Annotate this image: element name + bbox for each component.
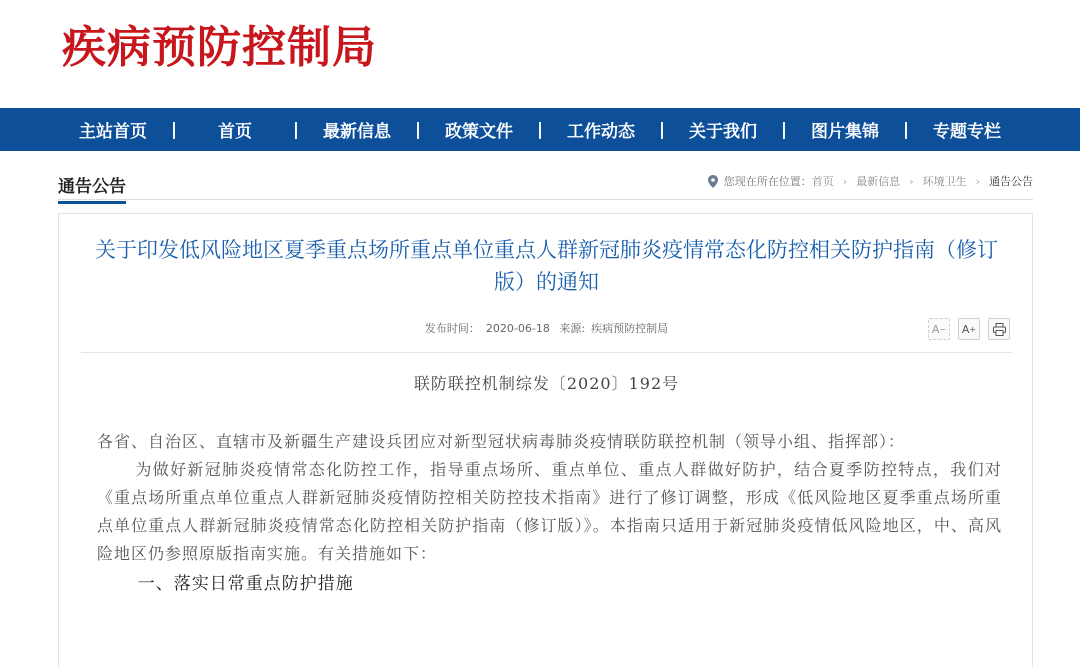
plus-icon: + bbox=[969, 324, 977, 334]
site-title[interactable]: 疾病预防控制局 bbox=[62, 22, 377, 73]
nav-item-main-home[interactable]: 主站首页 bbox=[79, 122, 147, 142]
breadcrumb-home[interactable]: 首页 bbox=[811, 175, 834, 188]
chevron-right-icon: › bbox=[909, 174, 914, 188]
article-body bbox=[97, 428, 1002, 598]
source-label: 来源: bbox=[559, 322, 586, 335]
nav-item-work-news[interactable]: 工作动态 bbox=[567, 122, 635, 142]
article-title: 关于印发低风险地区夏季重点场所重点单位重点人群新冠肺炎疫情常态化防控相关防护指南（修订版）的通知 bbox=[95, 238, 998, 294]
location-pin-icon bbox=[708, 175, 718, 188]
nav-item-policy[interactable]: 政策文件 bbox=[445, 122, 513, 142]
section-divider bbox=[58, 199, 1033, 200]
chevron-right-icon: › bbox=[842, 174, 848, 188]
nav-item-special[interactable]: 专题专栏 bbox=[933, 122, 1001, 142]
font-decrease-button[interactable]: A − bbox=[928, 318, 950, 340]
salutation: 各省、自治区、直辖市及新疆生产建设兵团应对新型冠状病毒肺炎疫情联防联控机制（领导小组、指挥部）： bbox=[97, 432, 906, 451]
section-title: 通告公告 bbox=[58, 175, 126, 204]
nav-separator: | bbox=[902, 119, 910, 140]
source-name: 疾病预防控制局 bbox=[591, 322, 669, 335]
nav-item-latest[interactable]: 最新信息 bbox=[323, 122, 391, 142]
nav-separator: | bbox=[780, 119, 788, 140]
main-nav bbox=[0, 108, 1080, 151]
chevron-right-icon: › bbox=[975, 174, 980, 188]
breadcrumb-prefix: 您现在所在位置： bbox=[723, 175, 812, 188]
publish-date: 2020-06-18 bbox=[485, 322, 550, 335]
breadcrumb-current: 通告公告 bbox=[989, 175, 1033, 188]
site-header bbox=[0, 0, 1080, 108]
article-tools bbox=[928, 318, 1010, 340]
nav-separator: | bbox=[170, 119, 178, 140]
publish-label: 发布时间： bbox=[424, 322, 480, 335]
meta-divider bbox=[81, 352, 1012, 353]
nav-item-about[interactable]: 关于我们 bbox=[689, 122, 757, 142]
print-icon bbox=[993, 323, 1006, 336]
breadcrumb bbox=[708, 173, 1033, 189]
nav-item-gallery[interactable]: 图片集锦 bbox=[811, 122, 879, 142]
breadcrumb-environment[interactable]: 环境卫生 bbox=[922, 175, 967, 188]
section-heading: 一、落实日常重点防护措施 bbox=[137, 574, 354, 594]
minus-icon: − bbox=[939, 324, 947, 334]
body-paragraph: 为做好新冠肺炎疫情常态化防控工作，指导重点场所、重点单位、重点人群做好防护，结合夏季防控特点，我们对《重点场所重点单位重点人群新冠肺炎疫情防控相关防控技术指南》进行了修订调整，形成《低风险地区夏季重点场所重点单位重点人群新冠肺炎疫情常态化防控相关防护指南（修订版）》。本指南只适用于新冠肺炎疫情低风险地区，中、高风险地区仍参照原版指南实施。有关措施如下： bbox=[97, 460, 1002, 563]
nav-separator: | bbox=[536, 119, 544, 140]
document-number: 联防联控机制综发〔2020〕192号 bbox=[413, 374, 680, 393]
breadcrumb-latest[interactable]: 最新信息 bbox=[856, 175, 901, 188]
article-container bbox=[58, 213, 1033, 667]
nav-separator: | bbox=[292, 119, 300, 140]
font-increase-button[interactable]: A + bbox=[958, 318, 980, 340]
nav-separator: | bbox=[658, 119, 666, 140]
article-meta bbox=[59, 320, 1034, 336]
nav-separator: | bbox=[414, 119, 422, 140]
print-button[interactable] bbox=[988, 318, 1010, 340]
nav-item-home[interactable]: 首页 bbox=[218, 122, 252, 142]
